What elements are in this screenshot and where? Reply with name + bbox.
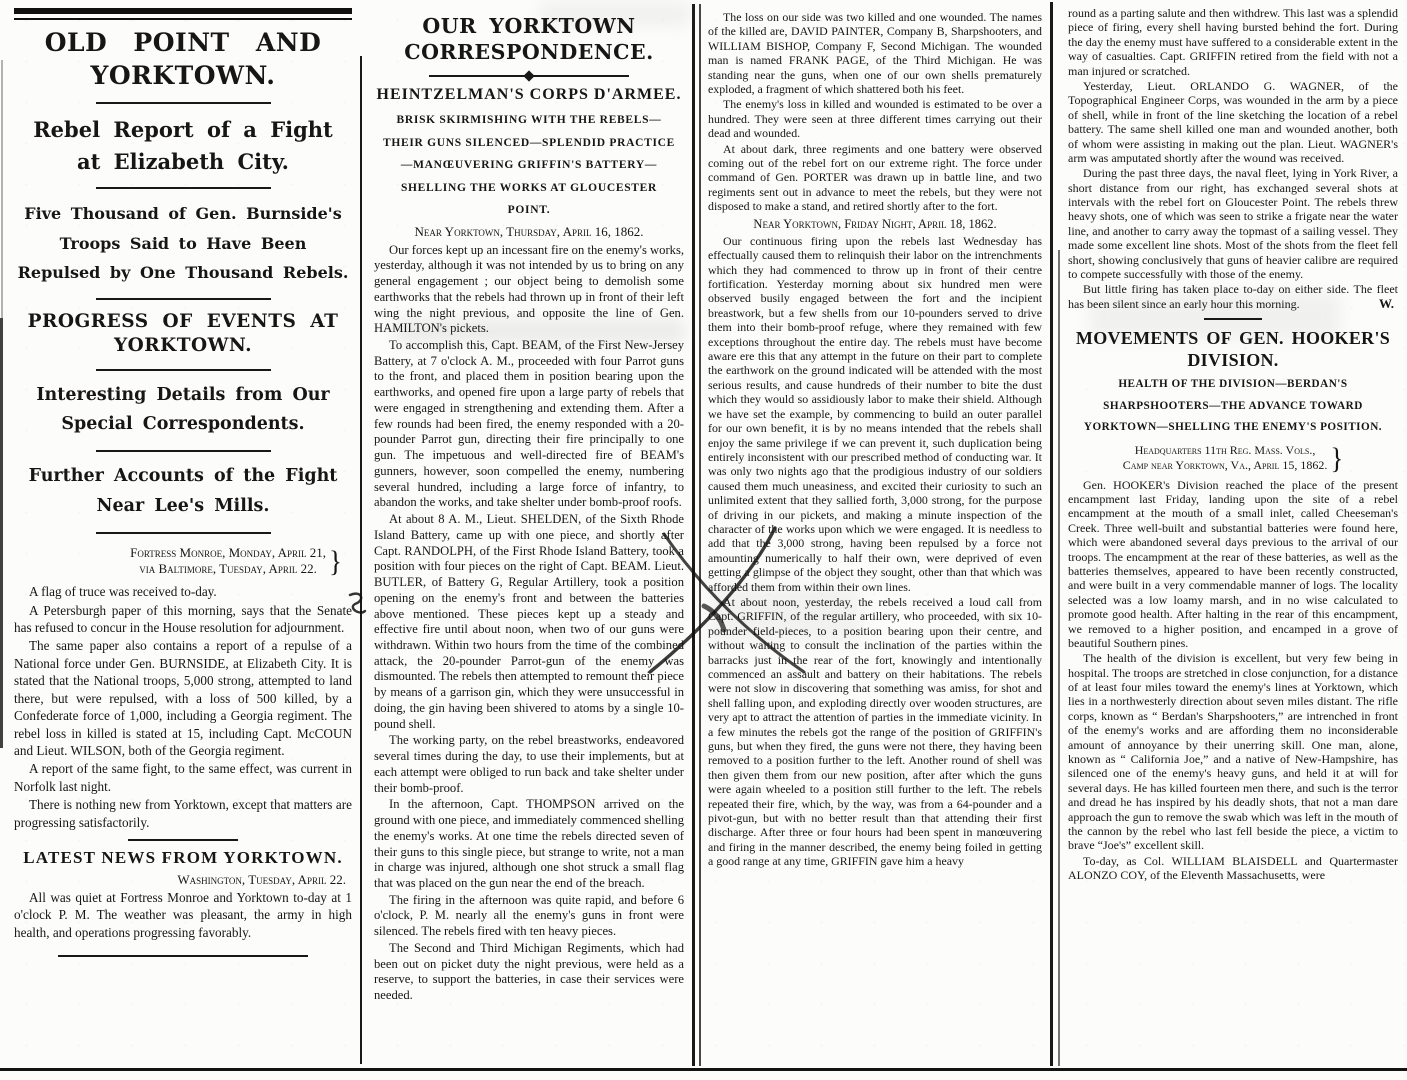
paragraph: The working party, on the rebel breastworks, endeavored several times during the day, to use their implements, but at each attempt were obliged to run back and take shelter under their bomb-proof. — [374, 733, 684, 795]
column-rule-1 — [360, 56, 362, 1064]
paragraph: At about 8 A. M., Lieut. SHELDEN, of the Sixth Rhode Island Battery, came up with one piece, and shortly after Capt. RANDOLPH, of the First Rhode Island Battery, took a position with four pieces on the right of Capt. BEAM. Lieut. BUTLER, of Battery G, Regular Artillery, took a position opening on the enemy's front and between the batteries above mentioned. These pieces kept up a steady and effective fire until about noon, when two of our guns were withdrawn. Within two hours from the time of the combined attack, the 20-pounder Parrot-gun of the enemy was dismounted. The rebels then attempted to remount their piece by means of a garrison gin, which they were unsuccessful in doing, the gin having been shivered to atoms by a single 10-pound shell. — [374, 512, 684, 731]
dateline-headquarters — [1068, 442, 1398, 474]
divider — [96, 450, 271, 452]
page-left-edge-faint — [1, 60, 3, 320]
headline-sub-3: PROGRESS OF EVENTS AT YORKTOWN. — [27, 310, 339, 357]
column-4 — [1068, 0, 1398, 884]
headline-main: OLD POINT AND YORKTOWN. — [44, 28, 322, 90]
dateline-brace: } — [1330, 441, 1344, 475]
divider — [96, 187, 271, 189]
paragraph: To-day, as Col. WILLIAM BLAISDELL and Quartermaster ALONZO COY, of the Eleventh Massachusetts, were — [1068, 853, 1398, 883]
paragraph: There is nothing new from Yorktown, except that matters are progressing satisfactorily. — [14, 797, 352, 830]
headline-latest-news: LATEST NEWS FROM YORKTOWN. — [23, 848, 343, 868]
page-left-edge — [0, 318, 3, 748]
paragraph: A flag of truce was received to-day. — [29, 584, 217, 600]
paragraph: Our continuous firing upon the rebels last Wednesday has effectually caused them to relinquish their labor on the intrenchments which they had commenced to throw up in front of their centre fortification. Yesterday morning about six hundred men were observed busily engaged between the fort and the incipient breastwork, but a few shells from our 10-pounders served to drive them into their bomb-proof refuge, where they remained with few exceptions throughout the entire day. The rebels must have become aware ere this that any attempt in the future on their part to complete the earthwork on the ground indicated will be attended with the most serious results, and cause hundreds of their number to bite the dust which they would so assidiously labor to make their shield. Although we have set the example, by commencing to build an outer parallel for our own benefit, it is by no means intended that the rebels shall enjoy the same privilege if we can prevent it, such duplication being entirely inconsistent with our prescribed method of conducting war. It was only two nights ago that the prodigious industry of our soldiers caused them much uneasiness, and excited their curiosity to such an unlimited extent that they sallied forth, 3,000 strong, for the purpose of driving in our pickets, and making a minute inspection of the character of the works upon which we were engaged. It is needless to add that the 3,000 strong, having been repulsed by a force not amounting numerically to half their own, were deprived of even getting a glimpse of the object they sought, other than that which was afforded them from within their own lines. — [708, 233, 1042, 594]
divider — [128, 839, 238, 841]
paragraph: A report of the same fight, to the same effect, was current in Norfolk last night. — [14, 761, 352, 794]
divider — [58, 955, 308, 957]
correspondent-signature: W. — [1378, 295, 1394, 311]
paragraph: During the past three days, the naval fleet, lying in York River, a short distance from our right, has exchanged several shots at intervals with the rebel fort on Gloucester Point. The rebels threw heavy shots, one of which was seen to strike a frigate near the water line, and another to carry away the topmast of a sailing vessel. They made some excellent line shots. Most of the shots from the fleet fell short, showing conclusively that guns of heavier calibre are required to compete successfully with those of the enemy. — [1068, 166, 1398, 282]
dateline-brace: } — [329, 544, 342, 578]
dateline-washington: Washington, Tuesday, April 22. — [177, 871, 346, 887]
headline-sub-2: Five Thousand of Gen. Burnside's Troops Said to Have Been Repulsed by One Thousand Rebels. — [17, 204, 349, 283]
divider — [96, 532, 271, 534]
dateline-fortress-monroe — [14, 544, 352, 580]
column-rule-2b — [699, 4, 701, 1066]
headline-sub-4: Interesting Details from Our Special Correspondents. — [36, 384, 330, 435]
masthead-rule — [14, 8, 352, 20]
paragraph: The same paper also contains a report of a repulse of a National force under Gen. BURNSIDE, at Elizabeth City. It is stated that the National troops, 5,000 strong, attempted to land there, but were repulsed, with a loss of 500 killed, by a Confederate force of 1,000, including a Georgia regiment. The rebel loss in killed is stated at 15, including Capt. McCOUN and Lieut. WILSON, both of the Georgia regiment. — [14, 638, 352, 759]
column-1 — [14, 0, 352, 967]
bottom-rule — [0, 1068, 1407, 1071]
column-2 — [374, 0, 684, 1005]
paragraph: To accomplish this, Capt. BEAM, of the First New-Jersey Battery, at 7 o'clock A. M., proceeded with four Parrot guns to the front, and placed them in position bearing upon the earthworks, and opened fire upon a large party of rebels that were engaged in strengthening and extending them. After a few rounds had been fired, the enemy responded with a 20-pounder Parrot gun, directing their fire principally to one gun. The impetuous and well-directed fire of BEAM's gunners, however, soon compelled the enemy, numbering several hundred, including a large force of infantry, to abandon the works, and take shelter under bomb-proof roofs. — [374, 338, 684, 510]
headline-correspondence: OUR YORKTOWN CORRESPONDENCE. — [404, 14, 654, 64]
paragraph: In the afternoon, Capt. THOMPSON arrived on the ground with one piece, and immediately commenced shelling the enemy's works. At one time the rebels directed seven of their guns to this single piece, but strange to write, not a man in charge was injured, although one shot struck a small flag that was placed on the gun near the end of the breach. — [374, 797, 684, 890]
paragraph: All was quiet at Fortress Monroe and Yorktown to-day at 1 o'clock P. M. The weather was pleasant, the army in high health, and operations progressing favorably. — [14, 889, 352, 940]
paragraph: At about noon, yesterday, the rebels received a loud call from Capt. GRIFFIN, of the regular artillery, who proceeded, with six 10-pounder field-pieces, to a position bearing upon their centre, and without waiting to consult the inclination of the parties within the barracks just in the rear of the fort, knowingly and intentionally commenced an assault and battery on their habitations. The rebels were not slow in discovering that something was amiss, for shot and shell falling upon, and exploding directly over wooden structures, are very apt to attract the attention of parties in the immediate vicinity. In a few minutes the rebels got the range of the position of GRIFFIN's guns, but when they fired, the guns were not there, they having been removed to a position further to the left. Another round of shell was then given them from our new position, after after which the guns were again wheeled to a position still further to the left. The rebels repeated their fire, which, by the way, was from a 64-pounder and a pivot-gun, but with no better result than that attending their first discharge. After three or four hours had been spent in manœuvering and firing in the manner described, the enemy being foiled in getting a good range at any time, GRIFFIN gave him a heavy — [708, 594, 1042, 869]
paragraph: Gen. HOOKER's Division reached the place of the present encampment last Friday, landing upon the site of a rebel encampment at the mouth of a small inlet, called Cheeseman's Creek. Three well-built and substantial batteries were found here, which were abandoned several days previous to the arrival of our troops. The encampment at the rear of these batteries, as well as the batteries themselves, appeared to have been recently constructed, and were built in a very commendable manner of logs. The locality selected was a low loamy marsh, and in no wise calculated to promote good health. After halting in the rear of this encampment, we removed to a higher position, and encamped in a grove of beautiful Southern pines. — [1068, 477, 1398, 650]
divider — [96, 102, 271, 104]
column-rule-2a — [692, 4, 695, 1066]
paragraph: The enemy's loss in killed and wounded is estimated to be over a hundred. They were seen at three different times carrying out their dead and wounded. — [708, 97, 1042, 141]
dateline-line-1: Fortress Monroe, Monday, April 21, — [130, 544, 327, 560]
dateline-near-yorktown-2: Near Yorktown, Friday Night, April 18, 1862. — [753, 216, 997, 231]
paragraph: A Petersburgh paper of this morning, says that the Senate has refused to concur in the House resolution for adjournment. — [14, 602, 352, 636]
column-rule-3a — [1050, 2, 1053, 1066]
headline-sub-1: Rebel Report of a Fight at Elizabeth City. — [33, 117, 333, 174]
headline-sub-5: Further Accounts of the Fight Near Lee's Mills. — [28, 466, 338, 516]
divider — [96, 369, 271, 371]
divider — [1204, 318, 1262, 320]
headline-hooker-division: MOVEMENTS OF GEN. HOOKER'S DIVISION. — [1075, 328, 1391, 370]
paragraph: The loss on our side was two killed and one wounded. The names of the killed are, DAVID PAINTER, Company B, Sharpshooters, and WILLIAM BISHOP, Company F, Second Michigan. The wounded man is named FRANK PAGE, of the Third Michigan. He was standing near the guns, when one of our own shells prematurely exploded, a fragment of which shattered both his feet. — [708, 10, 1042, 97]
column-3 — [708, 0, 1042, 870]
headline-heintzelman: HEINTZELMAN'S CORPS D'ARMEE. — [376, 86, 682, 104]
paragraph: The firing in the afternoon was quite rapid, and before 6 o'clock, P. M. nearly all the enemy's guns in front were silenced. The rebels fired with ten heavy pieces. — [374, 892, 684, 939]
deck-headline: BRISK SKIRMISHING WITH THE REBELS—THEIR GUNS SILENCED—SPLENDID PRACTICE—MANŒUVERING GRIFFIN'S BATTERY—SHELLING THE WORKS AT GLOUCESTER POINT. — [382, 114, 676, 216]
paragraph: The health of the division is excellent, but very few being in hospital. The troops are stretched in close conjunction, for a distance of at least four miles toward the enemy's lines at Yorktown, which lies in a northwesterly direction about seven miles distant. The rifle corps, known as “ Berdan's Sharpshooters,” are intrenched in front of the enemy's works and are affording them no inconsiderable amount of annoyance by their unerring skill. One man, alone, known as “ California Joe,” and a native of New-Hampshire, has silenced one of the enemy's heavy guns, and held it at will for several days. He has killed fourteen men there, and such is the terror and dread he has inspired by his deadly shots, that not a man dare approach the gun to remove the swab which was left in the mouth of the cannon by the rebel who last fell beside the piece, a victim to brave “Joe's” excellent skill. — [1068, 651, 1398, 853]
paragraph: But little firing has taken place to-day on either side. The fleet has been silent since an early hour this morning. — [1068, 282, 1398, 311]
paragraph: Our forces kept up an incessant fire on the enemy's works, yesterday, although it was not intended by us to bring on any general engagement ; our object being to demolish some earthworks that the rebels had thrown up in front of their left wing the night previous, and opposite the line of Gen. HAMILTON's pickets. — [374, 242, 684, 336]
dateline-line-2: Camp near Yorktown, Va., April 15, 1862. — [1122, 458, 1328, 473]
paragraph: round as a parting salute and then withdrew. This last was a splendid piece of firing, every shell having bursted behind the fort. During the day the enemy must have suffered to a considerable extent in the way of casualties. Capt. GRIFFIN retired from the field with not a man injured or scratched. — [1068, 6, 1398, 78]
dateline-line-2: via Baltimore, Tuesday, April 22. — [139, 561, 317, 577]
ornament-divider — [429, 75, 629, 77]
paragraph: At about dark, three regiments and one battery were observed coming out of the rebel fort on our extreme right. The force under command of Gen. PORTER was drawn up in battle line, and two regiments sent out in advance to meet the rebels, but they were not disposed to make a stand, and retired shortly after to the fort. — [708, 141, 1042, 214]
divider — [96, 298, 271, 300]
paragraph: The Second and Third Michigan Regiments, which had been out on picket duty the night previous, were held as a reserve, to support the batteries, in case their services were needed. — [374, 940, 684, 1003]
deck-headline-hooker: HEALTH OF THE DIVISION—BERDAN'S SHARPSHOOTERS—THE ADVANCE TOWARD YORKTOWN—SHELLING THE ENEMY'S POSITION. — [1083, 378, 1383, 433]
paragraph: Yesterday, Lieut. ORLANDO G. WAGNER, of the Topographical Engineer Corps, was wounded in the arm by a piece of shell, while in front of the line sketching the location of a rebel battery. The same shell killed one man and wounded another, both of whom were assisting in making out the plan. Lieut. WAGNER's arm was amputated shortly after the wound was received. — [1068, 78, 1398, 165]
dateline-near-yorktown-1: Near Yorktown, Thursday, April 16, 1862. — [414, 224, 644, 240]
dateline-line-1: Headquarters 11th Reg. Mass. Vols., — [1134, 442, 1316, 457]
column-rule-3b — [1058, 250, 1060, 1066]
paragraph-with-signature — [1068, 282, 1398, 311]
